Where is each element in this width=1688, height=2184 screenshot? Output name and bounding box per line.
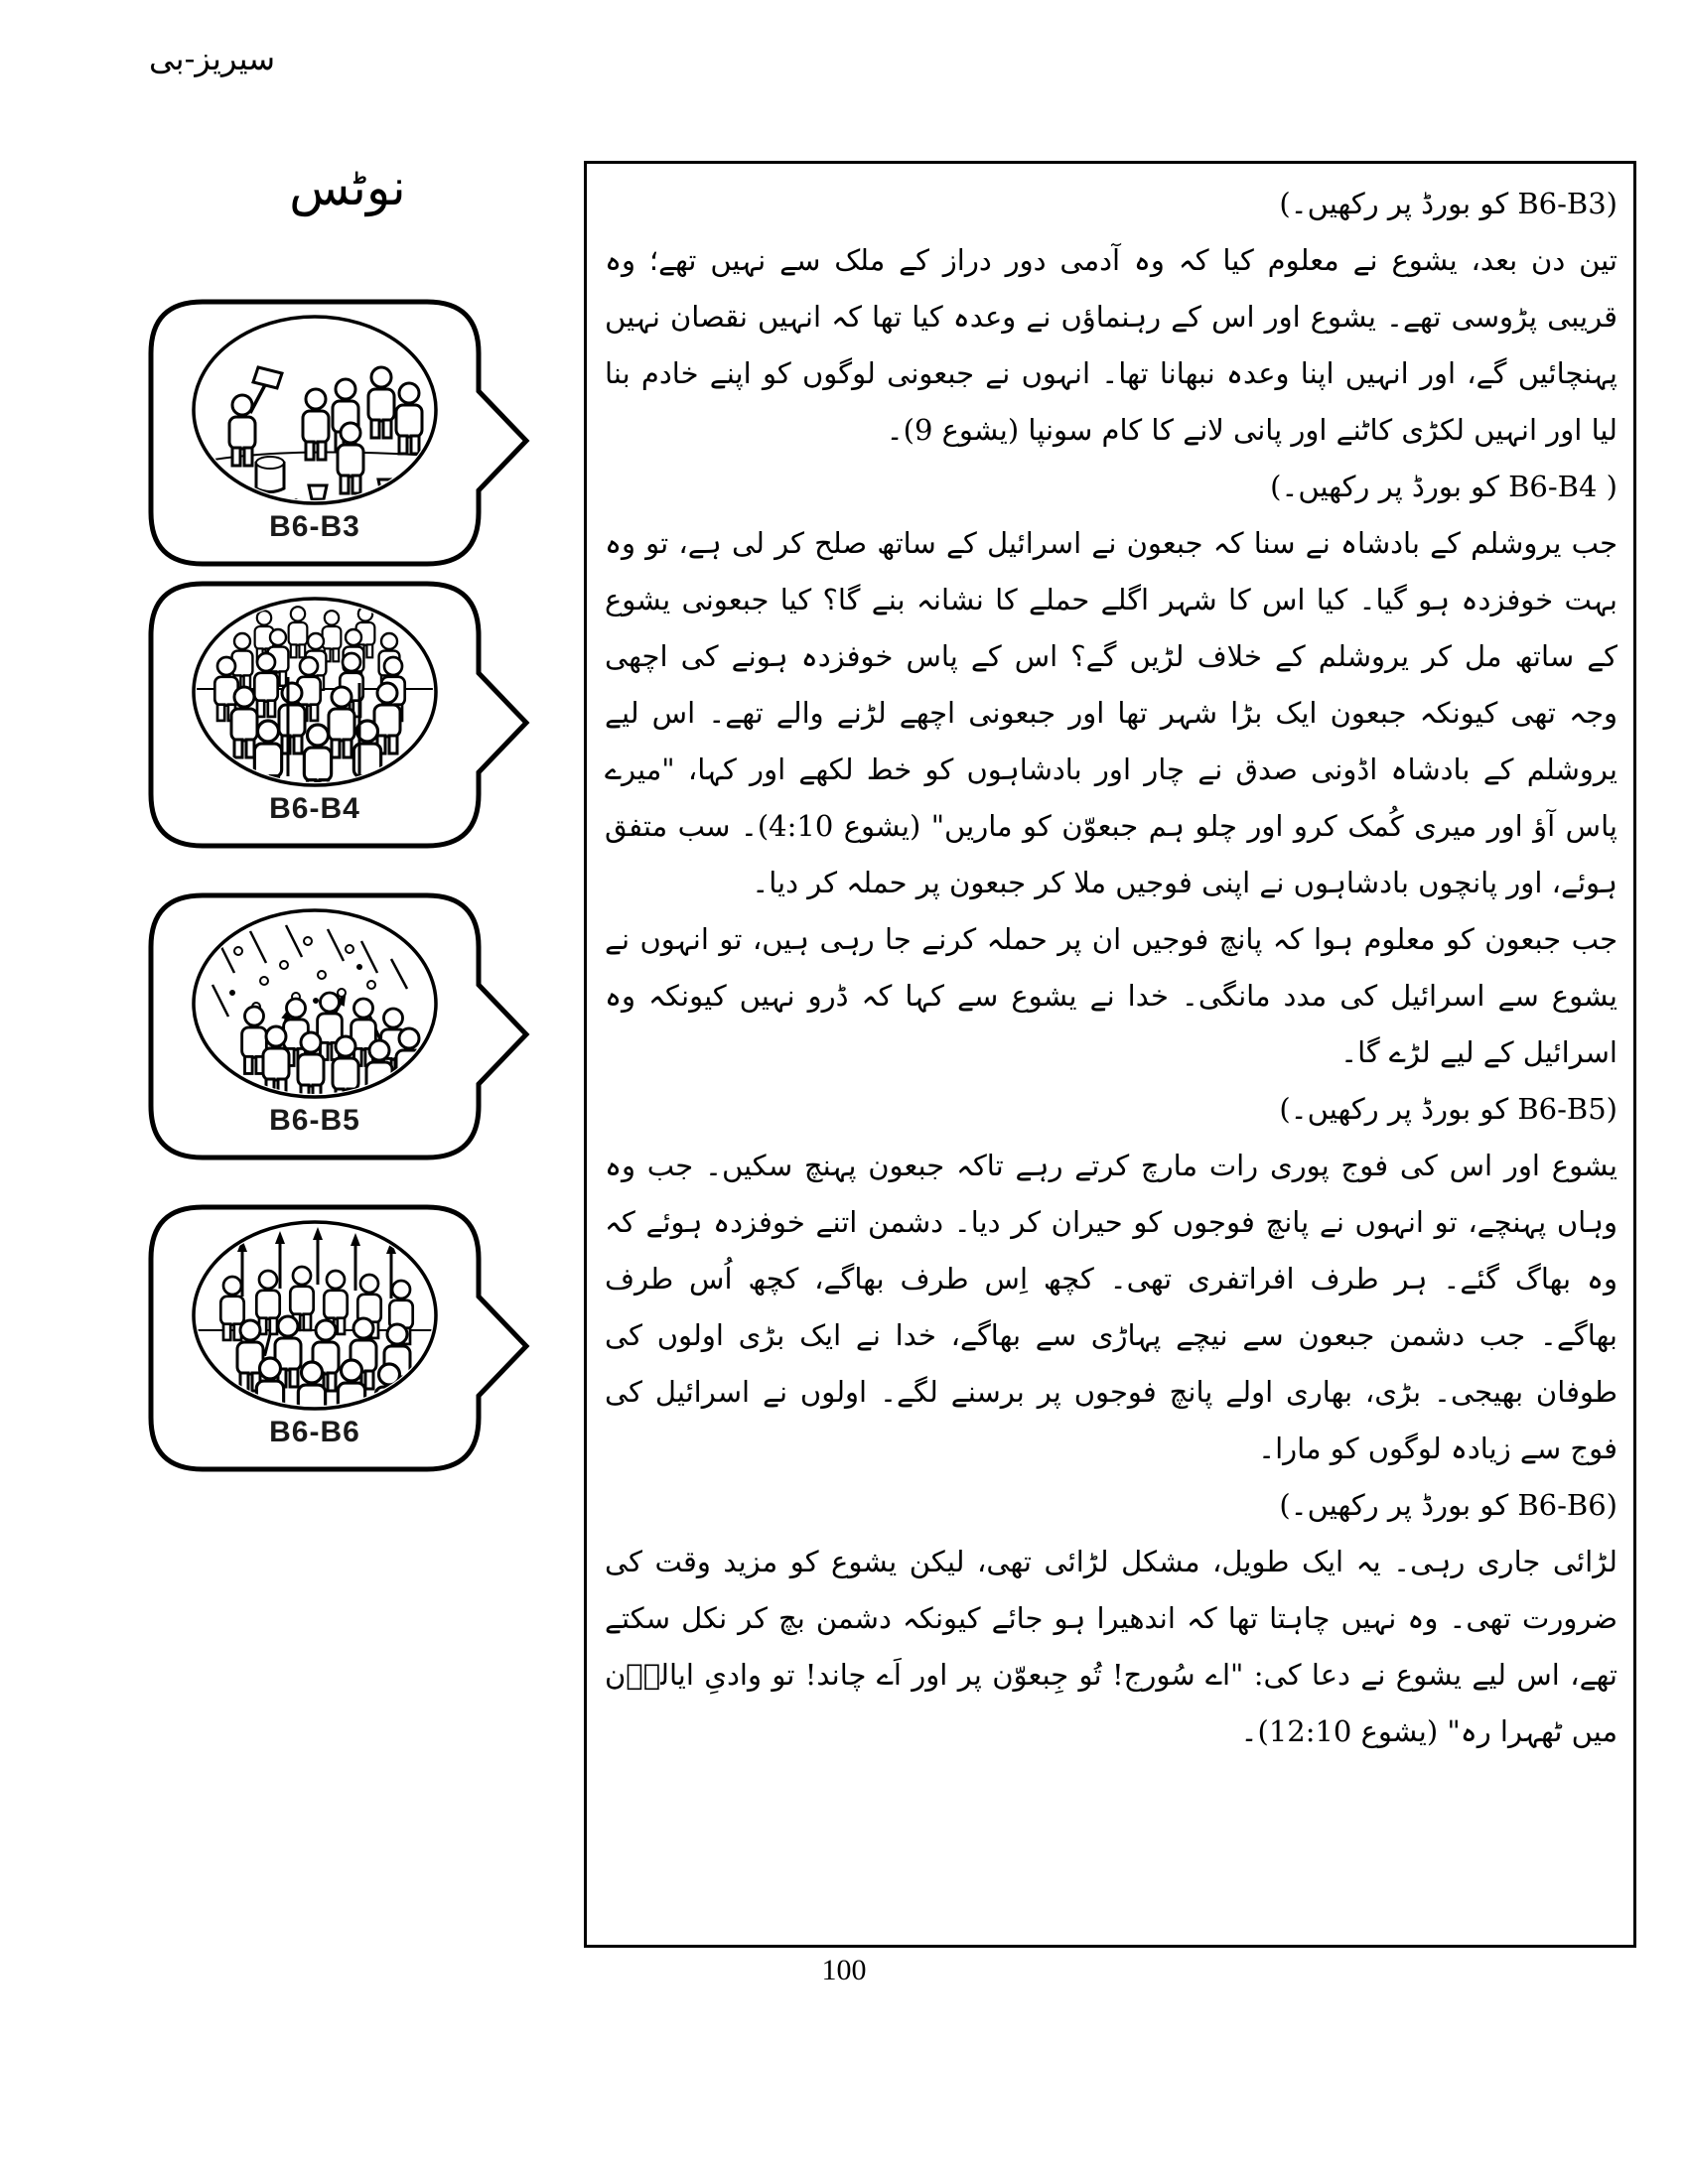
board-direction-b6-b3: (B6-B3 کو بورڈ پر رکھیں۔)	[1279, 187, 1618, 220]
story-paragraph-gibeonites-servants: تین دن بعد، یشوع نے معلوم کیا کہ وہ آدمی دور دراز کے ملک سے نہیں تھے؛ وہ قریبی پڑوسی تھے۔ یشوع اور اس کے رہنماؤں نے وعدہ کیا تھا کہ انہیں نقصان نہیں پہنچائیں گے، اور انہیں اپنا وعدہ نبھانا تھا۔ انہوں نے جبعونی لوگوں کو اپنے خادم بنا لیا اور انہیں لکڑی کاٹنے اور پانی لانے کا کام سونپا (یشوع 9)۔	[605, 243, 1618, 447]
story-paragraph-night-march-hailstorm: یشوع اور اس کی فوج پوری رات مارچ کرتے رہے تاکہ جبعون پہنچ سکیں۔ جب وہ وہاں پہنچے، تو انہوں نے پانچ فوجوں کو حیران کر دیا۔ دشمن اتنے خوفزدہ ہوئے کہ وہ بھاگ گئے۔ ہر طرف افراتفری تھی۔ کچھ اِس طرف بھاگے، کچھ اُس طرف بھاگے۔ جب دشمن جبعون سے نیچے پہاڑی سے بھاگے، خدا نے ایک بڑی اولوں کی طوفان بھیجی۔ بڑی، بھاری اولے پانچ فوجوں پر برسنے لگے۔ اولوں نے اسرائیل کی فوج سے زیادہ لوگوں کو مارا۔	[605, 1149, 1618, 1465]
note-card-b6-b3	[147, 296, 534, 570]
series-label: سیریز-بی	[149, 40, 276, 77]
lesson-text	[605, 176, 1618, 1760]
note-card-b6-b6	[147, 1201, 534, 1475]
story-paragraph-kings-alliance: جب یروشلم کے بادشاہ نے سنا کہ جبعون نے اسرائیل کے ساتھ صلح کر لی ہے، تو وہ بہت خوفزدہ ہو گیا۔ کیا اس کا شہر اگلے حملے کا نشانہ بنے گا؟ کیا جبعونی یشوع کے ساتھ مل کر یروشلم کے خلاف لڑیں گے؟ اس کے پاس خوفزدہ ہونے کی اچھی وجہ تھی کیونکہ جبعون ایک بڑا شہر تھا اور جبعونی اچھے لڑنے والے تھے۔ اس لیے یروشلم کے بادشاہ اڈونی صدق نے چار اور بادشاہوں کو خط لکھے اور کہا، "میرے پاس آؤ اور میری کُمک کرو اور چلو ہم جبعوّن کو ماریں" (یشوع 4:10)۔ سب متفق ہوئے، اور پانچوں بادشاہوں نے اپنی فوجیں ملا کر جبعون پر حملہ کر دیا۔	[605, 526, 1618, 899]
note-card-b6-b4	[147, 578, 534, 852]
story-paragraph-gibeon-asks-help: جب جبعون کو معلوم ہوا کہ پانچ فوجیں ان پر حملہ کرنے جا رہی ہیں، تو انہوں نے یشوع سے اسرائیل کی مدد مانگی۔ خدا نے یشوع سے کہا کہ ڈرو نہیں کیونکہ وہ اسرائیل کے لیے لڑے گا۔	[605, 922, 1618, 1069]
lesson-text-panel	[584, 161, 1636, 1948]
card-label: B6-B3	[269, 510, 360, 543]
board-direction-b6-b6: (B6-B6 کو بورڈ پر رکھیں۔)	[1279, 1488, 1618, 1522]
story-paragraph-sun-stands-still: لڑائی جاری رہی۔ یہ ایک طویل، مشکل لڑائی تھی، لیکن یشوع کو مزید وقت کی ضرورت تھی۔ وہ نہیں چاہتا تھا کہ اندھیرا ہو جائے کیونکہ دشمن بچ کر نکل سکتے تھے، اس لیے یشوع نے دعا کی: "اے سُورج! تُو جِبعوّن پر اور اَے چاند! تو وادیِ ایالوؔن میں ٹھہرا رہ" (یشوع 12:10)۔	[605, 1545, 1618, 1748]
card-label: B6-B5	[269, 1104, 360, 1137]
notes-heading: نوٹس	[289, 159, 406, 216]
board-direction-b6-b4: ( B6-B4 کو بورڈ پر رکھیں۔)	[1270, 470, 1618, 503]
note-card-b6-b5	[147, 889, 534, 1163]
card-label: B6-B4	[269, 792, 360, 825]
tree-stump-icon	[256, 457, 284, 492]
page-number: 100	[821, 1954, 867, 1986]
card-label: B6-B6	[269, 1416, 360, 1448]
board-direction-b6-b5: (B6-B5 کو بورڈ پر رکھیں۔)	[1279, 1092, 1618, 1126]
